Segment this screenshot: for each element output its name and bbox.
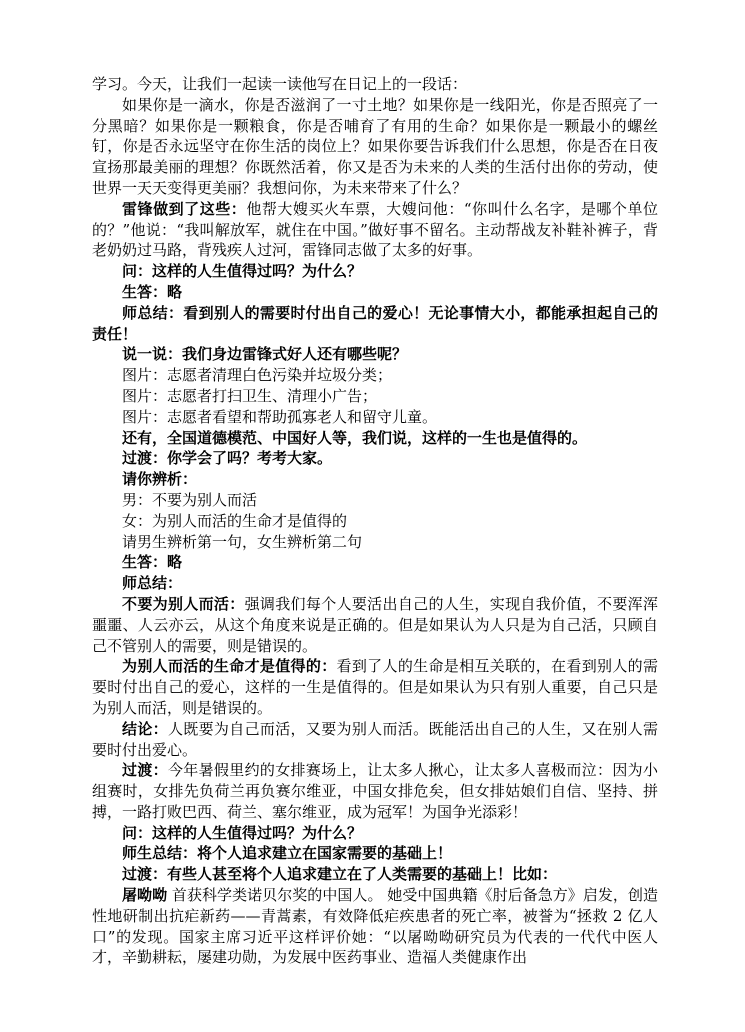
- intro-line: 学习。今天，让我们一起读一读他写在日记上的一段话：: [92, 75, 468, 93]
- tuyouyou-text: 首获科学类诺贝尔奖的中国人。 她受中国典籍《肘后备急方》启发，创造性地研制出抗疟新药——青蒿素，有效降低疟疾患者的死亡率，被誉为“拯救 2 亿人口”的发现。国家主席习近平这样评价她：“以屠呦呦研究员为代表的一代代中医人才，辛勤耕耘，屡建功勋，为发展中医药事业、造福人类健康作出: [92, 886, 658, 967]
- transition-2-heading: 过渡：: [122, 761, 168, 780]
- teacher-summary-2: 师总结：: [122, 574, 183, 593]
- leifeng-paragraph: [92, 199, 658, 261]
- tuyouyou-heading: 屠呦呦: [122, 886, 168, 905]
- leifeng-text: 他帮大嫂买火车票，大嫂问他：“你叫什么名字，是哪个单位的？”他说：“我叫解放军，就住在中国。”做好事不留名。主动帮战友补鞋补裤子，背老奶奶过马路，背残疾人过河，雷锋同志做了太多的好事。: [92, 199, 658, 260]
- question-2: 问：这样的人生值得过吗？为什么？: [122, 823, 363, 842]
- point-1-paragraph: [92, 594, 658, 656]
- student-answer-1: 生答：略: [122, 282, 183, 301]
- picture-caption-1: 图片：志愿者清理白色污染并垃圾分类；: [122, 366, 393, 385]
- also-line: 还有，全国道德模范、中国好人等，我们说，这样的一生也是值得的。: [122, 428, 588, 447]
- picture-caption-3: 图片：志愿者看望和帮助孤寡老人和留守儿童。: [122, 407, 438, 426]
- transition-3: 过渡：有些人甚至将个人追求建立在了人类需要的基础上！比如：: [122, 865, 558, 884]
- point-1-heading: 不要为别人而活：: [122, 594, 245, 613]
- transition-2-text: 今年暑假里约的女排赛场上，让太多人揪心，让太多人喜极而泣：因为小组赛时，女排先负荷兰再负赛尔维亚，中国女排危矣，但女排姑娘们自信、坚持、拼搏，一路打败巴西、荷兰、塞尔维亚，成为冠军！为国争光添彩！: [92, 761, 658, 821]
- discussion-prompt: 说一说：我们身边雷锋式好人还有哪些呢？: [122, 345, 408, 364]
- question-1: 问：这样的人生值得过吗？为什么？: [122, 262, 363, 281]
- leifeng-heading: 雷锋做到了这些：: [122, 199, 247, 218]
- point-1-text: 强调我们每个人要活出自己的人生，实现自我价值，不要浑浑噩噩、人云亦云，从这个角度来说是正确的。但是如果认为人只是为自己活，只顾自己不管别人的需要，则是错误的。: [92, 594, 658, 655]
- female-statement: 女：为别人而活的生命才是值得的: [122, 511, 348, 530]
- point-2-text: 看到了人的生命是相互关联的，在看到别人的需要时付出自己的爱心，这样的一生是值得的。但是如果认为只有别人重要，自己只是为别人而活，则是错误的。: [92, 657, 658, 717]
- point-2-paragraph: [92, 656, 658, 718]
- picture-caption-2: 图片：志愿者打扫卫生、清理小广告；: [122, 386, 378, 405]
- tuyouyou-paragraph: [92, 885, 658, 968]
- teacher-student-summary: 师生总结：将个人追求建立在国家需要的基础上！: [122, 844, 453, 863]
- transition-1: 过渡：你学会了吗？考考大家。: [122, 449, 333, 468]
- conclusion-heading: 结论：: [122, 719, 168, 738]
- transition-2-paragraph: [92, 760, 658, 822]
- conclusion-text: 人既要为自己而活，又要为别人而活。既能活出自己的人生，又在别人需要时付出爱心。: [92, 719, 658, 759]
- judge-heading: 请你辨析：: [122, 470, 198, 489]
- instruction-line: 请男生辨析第一句，女生辨析第二句: [122, 532, 363, 551]
- male-statement: 男：不要为别人而活: [122, 490, 258, 509]
- point-2-heading: 为别人而活的生命才是值得的：: [122, 657, 337, 676]
- diary-paragraph: 如果你是一滴水，你是否滋润了一寸土地？如果你是一线阳光，你是否照亮了一分黑暗？如果你是一颗粮食，你是否哺育了有用的生命？如果你是一颗最小的螺丝钉，你是否永远坚守在你生活的岗位上？如果你要告诉我们什么思想，你是否在日夜宣扬那最美丽的理想？你既然活着，你又是否为未来的人类的生活付出你的劳动，使世界一天天变得更美丽？我想问你，为未来带来了什么？: [92, 95, 658, 197]
- teacher-summary-1: 师总结：看到别人的需要时付出自己的爱心！无论事情大小，都能承担起自己的责任！: [92, 303, 658, 343]
- document-page: [92, 74, 658, 968]
- conclusion-paragraph: [92, 719, 658, 761]
- student-answer-2: 生答：略: [122, 553, 183, 572]
